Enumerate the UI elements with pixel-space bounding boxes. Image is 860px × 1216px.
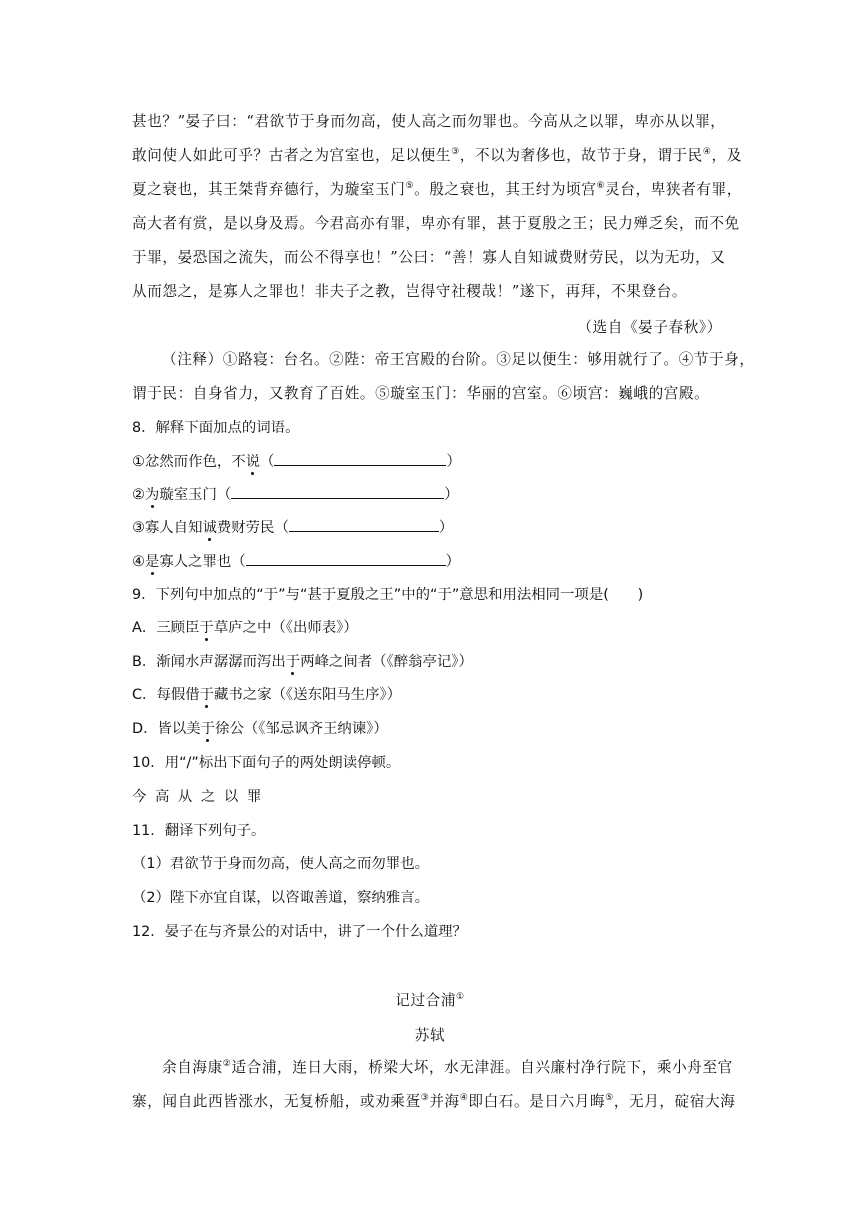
question-10-sentence: 今 高 从 之 以 罪	[132, 789, 264, 805]
question-10-stem: 10．用“/”标出下面句子的两处朗读停顿。	[132, 755, 401, 771]
passage-1-line-5: 于罪，晏恐国之流失，而公不得享也！”公曰：“善！寡人自知诚费财劳民，以为无功，又	[132, 249, 726, 266]
text-segment: ①忿然而作色，不	[132, 454, 246, 470]
passage-1-line-3	[132, 180, 742, 200]
text-segment: ②	[132, 487, 145, 503]
answer-blank[interactable]	[289, 517, 439, 532]
dotted-word: 于	[285, 654, 301, 670]
question-8-item-4	[132, 551, 460, 572]
footnote-marker: ②	[222, 1059, 232, 1070]
dotted-word: 于	[200, 721, 216, 737]
question-8-item-3	[132, 517, 453, 538]
footnote-marker: ④	[459, 1093, 469, 1104]
text-segment: 。殷之衰也，其王纣为顷宫	[414, 181, 597, 198]
text-segment: 适合浦，连日大雨，桥梁大坏，水无津涯。自兴廉村净行院下，乘小舟至官	[231, 1059, 733, 1076]
text-segment: B．渐闻水声潺潺而泻出	[132, 654, 286, 670]
notes-line-2: 谓于民：自身省力，又教育了百姓。⑤璇室玉门：华丽的宫室。⑥顷宫：巍峨的宫殿。	[132, 385, 710, 402]
text-segment: 寨，闻自此西皆涨水，无复桥船，或劝乘疍	[132, 1093, 421, 1110]
dotted-word: 是	[144, 554, 160, 570]
text-segment: 草庐之中（《出师表》）	[213, 620, 358, 636]
text-segment: 夏之衰也，其王桀背弃德行，为璇室玉门	[132, 181, 406, 198]
text-segment: （	[260, 454, 275, 470]
text-segment: 敢问使人如此可乎？古者之为宫室也，足以便生	[132, 147, 452, 164]
footnote-marker: ⑤	[405, 181, 415, 192]
text-segment: 寡人之罪也（	[159, 554, 246, 570]
dotted-word: 于	[199, 620, 214, 636]
question-11-sentence-2: （2）陛下亦宜自谋，以咨诹善道，察纳雅言。	[132, 890, 429, 906]
question-9-stem: 9．下列句中加点的“于”与“甚于夏殷之王”中的“于”意思和用法相同一项是( )	[132, 587, 644, 603]
passage-1-line-1: 甚也？”晏子曰：“君欲节于身而勿高，使人高之而勿罪也。今高从之以罪，卑亦从以罪，	[132, 113, 726, 130]
text-segment: 两峰之间者（《醉翁亭记》）	[300, 654, 473, 670]
text-segment: 费财劳民（	[216, 520, 289, 536]
text-segment: 并海	[429, 1093, 460, 1110]
answer-blank[interactable]	[274, 451, 446, 466]
text-segment: 藏书之家（《送东阳马生序》）	[214, 687, 402, 703]
option-d[interactable]	[132, 719, 388, 739]
option-a[interactable]	[132, 618, 358, 638]
option-c[interactable]	[132, 685, 401, 705]
dotted-word: 说	[245, 454, 261, 470]
question-8-item-1	[132, 451, 461, 472]
question-8-stem: 8．解释下面加点的词语。	[132, 420, 300, 436]
text-segment: ，无月，碇宿大海	[613, 1093, 736, 1110]
text-segment: 记过合浦	[395, 992, 457, 1009]
text-segment: ③寡人自知	[132, 520, 203, 536]
footnote-marker: ④	[702, 147, 712, 158]
text-segment: ）	[438, 520, 454, 536]
text-segment: 即白石。是日六月晦	[468, 1093, 606, 1110]
option-b[interactable]	[132, 652, 473, 672]
footnote-marker: ⑤	[605, 1093, 614, 1104]
text-segment: ，及	[711, 147, 742, 164]
notes-line-1: （注释）①路寝：台名。②陛：帝王宫殿的台阶。③足以便生：够用就行了。④节于身，	[162, 351, 755, 368]
passage-2-line-2	[132, 1092, 735, 1112]
text-segment: 徐公（《邹忌讽齐王纳谏》）	[215, 721, 388, 737]
passage-1-line-4: 高大者有赏，是以身及焉。今君高亦有罪，卑亦有罪，甚于夏殷之王；民力殚乏矣，而不免	[132, 215, 740, 232]
text-segment: 余自海康	[162, 1059, 223, 1076]
text-segment: ，不以为奢侈也，故节于身，谓于民	[459, 147, 703, 164]
passage-2-author: 苏轼	[414, 1027, 446, 1044]
answer-blank[interactable]	[231, 484, 444, 499]
passage-1-line-6: 从而怨之，是寡人之罪也！非夫子之教，岂得守社稷哉！”遂下，再拜，不果登台。	[132, 283, 688, 300]
footnote-marker: ⑥	[596, 181, 606, 192]
question-11-stem: 11．翻译下列句子。	[132, 823, 266, 839]
source-citation: （选自《晏子春秋》）	[577, 319, 722, 336]
question-12-stem: 12．晏子在与齐景公的对话中，讲了一个什么道理？	[132, 924, 467, 940]
text-segment: 灵台，卑狭者有罪，	[605, 181, 742, 198]
passage-2-line-1	[162, 1058, 733, 1078]
text-segment: C．每假借	[132, 687, 200, 703]
text-segment: A．三顾臣	[132, 620, 200, 636]
text-segment: D．皆以美	[132, 721, 201, 737]
answer-blank[interactable]	[246, 551, 446, 566]
text-segment: 璇室玉门（	[159, 487, 232, 503]
footnote-marker: ①	[456, 992, 465, 1003]
footnote-marker: ③	[451, 147, 460, 158]
dotted-word: 于	[199, 687, 215, 703]
passage-1-line-2	[132, 146, 742, 166]
text-segment: ）	[446, 454, 461, 470]
question-11-sentence-1: （1）君欲节于身而勿高，使人高之而勿罪也。	[132, 856, 429, 872]
text-segment: ）	[444, 487, 459, 503]
passage-2-title	[0, 989, 860, 1010]
text-segment: ④	[132, 554, 145, 570]
text-segment: ）	[445, 554, 461, 570]
footnote-marker: ③	[420, 1093, 430, 1104]
dotted-word: 诚	[202, 520, 217, 536]
dotted-word: 为	[144, 487, 160, 503]
question-8-item-2	[132, 484, 459, 505]
